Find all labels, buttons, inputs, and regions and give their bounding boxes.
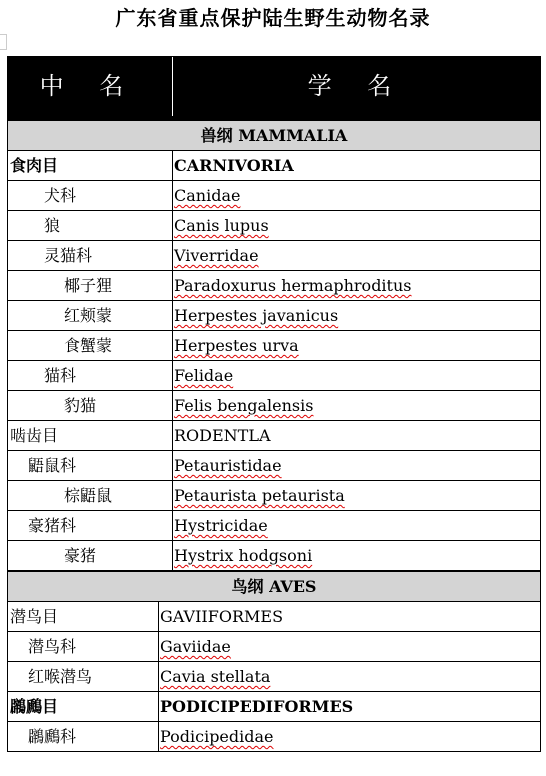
chinese-name-cell: 豪猪 [64, 546, 97, 565]
table-row [8, 331, 540, 361]
chinese-name-cell: 犬科 [44, 186, 77, 205]
scientific-name-cell [172, 241, 540, 270]
scientific-name-cell [158, 692, 540, 721]
table-row [8, 421, 540, 451]
chinese-name-cell: 狼 [44, 216, 61, 235]
table-row [8, 511, 540, 541]
table-row [8, 271, 540, 301]
scientific-name-cell [172, 181, 540, 210]
table-row [8, 451, 540, 481]
section-header: 兽纲 MAMMALIA [8, 120, 540, 151]
table-row [8, 181, 540, 211]
table-row [8, 151, 540, 181]
scientific-name-text: Cavia stellata [160, 667, 271, 686]
scientific-name-text: Viverridae [174, 246, 259, 265]
scientific-name-text: Herpestes urva [174, 336, 299, 355]
scientific-name-cell [158, 722, 540, 751]
scientific-name-text: Canis lupus [174, 216, 269, 235]
scientific-name-text: Gaviidae [160, 637, 231, 656]
margin-marker [0, 34, 7, 50]
header-chinese-name: 中 名 [39, 72, 138, 100]
document-title: 广东省重点保护陆生野生动物名录 [115, 6, 431, 30]
scientific-name-text: Paradoxurus hermaphroditus [174, 276, 412, 295]
scientific-name-text: Hystrix hodgsoni [174, 546, 313, 565]
scientific-name-cell [172, 451, 540, 480]
scientific-name-text: Hystricidae [174, 516, 268, 535]
chinese-name-cell: 灵猫科 [44, 246, 93, 265]
scientific-name-cell [172, 541, 540, 570]
species-table [7, 56, 541, 752]
scientific-name-cell [158, 602, 540, 631]
chinese-name-cell: 红喉潜鸟 [28, 667, 93, 686]
scientific-name-text: Petaurista petaurista [174, 486, 345, 505]
chinese-name-cell: 红颊蒙 [64, 306, 113, 325]
table-body [8, 120, 540, 752]
scientific-name-cell [172, 511, 540, 540]
chinese-name-cell: 食蟹蒙 [64, 336, 113, 355]
table-row [8, 632, 540, 662]
scientific-name-cell [172, 391, 540, 420]
table-row [8, 361, 540, 391]
scientific-name-cell [172, 331, 540, 360]
chinese-name-cell: 棕鼯鼠 [64, 486, 113, 505]
table-row [8, 481, 540, 511]
scientific-name-cell [172, 271, 540, 300]
chinese-name-cell: 潜鸟科 [28, 637, 77, 656]
scientific-name-cell [172, 211, 540, 240]
section-header: 鸟纲 AVES [8, 571, 540, 602]
scientific-name-cell [158, 662, 540, 691]
table-row [8, 692, 540, 722]
scientific-name-text: CARNIVORIA [174, 156, 294, 175]
scientific-name-text: Podicipedidae [160, 727, 274, 746]
scientific-name-cell [172, 361, 540, 390]
scientific-name-text: RODENTLA [174, 426, 271, 445]
scientific-name-text: Herpestes javanicus [174, 306, 339, 325]
scientific-name-text: Petauristidae [174, 456, 282, 475]
scientific-name-text: Felidae [174, 366, 234, 385]
scientific-name-cell [172, 301, 540, 330]
scientific-name-cell [172, 481, 540, 510]
table-header [8, 57, 540, 120]
chinese-name-cell: 豹猫 [64, 396, 97, 415]
table-row [8, 602, 540, 632]
table-row [8, 541, 540, 571]
scientific-name-cell [158, 632, 540, 661]
chinese-name-cell: 猫科 [44, 366, 77, 385]
table-row [8, 722, 540, 752]
table-row [8, 301, 540, 331]
chinese-name-cell: 鸊鷉目 [10, 697, 59, 716]
chinese-name-cell: 鸊鷉科 [28, 727, 77, 746]
scientific-name-cell [172, 421, 540, 450]
scientific-name-text: Felis bengalensis [174, 396, 314, 415]
chinese-name-cell: 潜鸟目 [10, 607, 59, 626]
chinese-name-cell: 鼯鼠科 [28, 456, 77, 475]
table-row [8, 211, 540, 241]
header-scientific-name: 学 名 [172, 57, 540, 116]
scientific-name-text: Canidae [174, 186, 241, 205]
table-row [8, 662, 540, 692]
chinese-name-cell: 啮齿目 [10, 426, 59, 445]
table-row [8, 391, 540, 421]
scientific-name-cell [172, 151, 540, 180]
scientific-name-text: PODICIPEDIFORMES [160, 697, 354, 716]
chinese-name-cell: 椰子狸 [64, 276, 113, 295]
table-row [8, 241, 540, 271]
scientific-name-text: GAVIIFORMES [160, 607, 284, 626]
chinese-name-cell: 食肉目 [10, 156, 59, 175]
chinese-name-cell: 豪猪科 [28, 516, 77, 535]
